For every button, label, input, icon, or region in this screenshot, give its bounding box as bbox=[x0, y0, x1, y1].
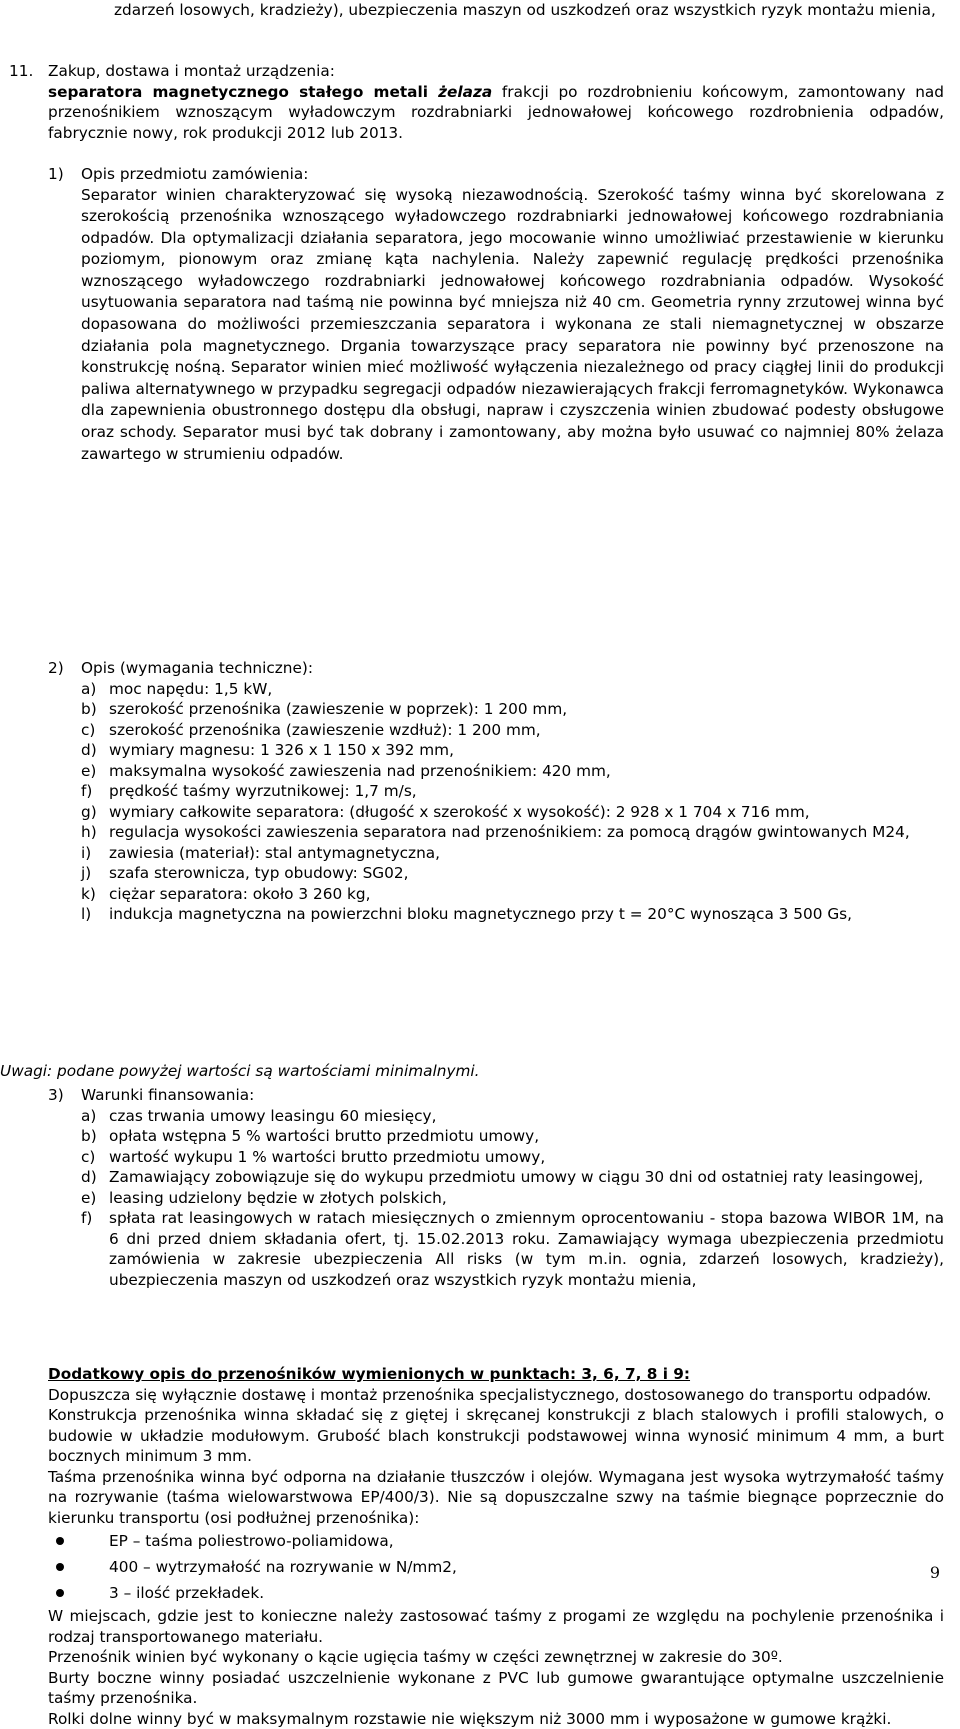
list-item-text: moc napędu: 1,5 kW, bbox=[109, 679, 944, 700]
list-item-marker: d) bbox=[81, 1167, 97, 1188]
list-item-text: spłata rat leasingowych w ratach miesięcznych o zmiennym oprocentowaniu - stopa bazowa WIBOR 1M, na 6 dni przed dniem składania ofert, tj. 15.02.2013 roku. Zamawiający wymaga ubezpieczenia przedmiotu zamówienia w zakresie ubezpieczenia All risks (w tym m.in. ognia, zdarzeń losowych, kradzieży), ubezpieczenia maszyn od uszkodzeń oraz wszystkich ryzyk montażu mienia, bbox=[109, 1208, 944, 1290]
list-item-text: szerokość przenośnika (zawieszenie wzdłuż): 1 200 mm, bbox=[109, 720, 944, 741]
list-item-text: indukcja magnetyczna na powierzchni bloku magnetycznego przy t = 20°C wynosząca 3 500 Gs, bbox=[109, 904, 944, 925]
list-item bbox=[81, 1208, 944, 1290]
list-item-marker: i) bbox=[81, 843, 91, 864]
item-11-number: 11. bbox=[9, 61, 33, 82]
dodatkowy-heading: Dodatkowy opis do przenośników wymienionych w punktach: 3, 6, 7, 8 i 9: bbox=[48, 1364, 944, 1385]
list-item-text: ciężar separatora: około 3 260 kg, bbox=[109, 884, 944, 905]
list-item-marker: h) bbox=[81, 822, 97, 843]
tech-number: 2) bbox=[48, 658, 64, 679]
section-dodatkowy bbox=[0, 1364, 960, 1729]
list-item-text: szafa sterownicza, typ obudowy: SG02, bbox=[109, 863, 944, 884]
list-item-marker: e) bbox=[81, 761, 96, 782]
list-item bbox=[81, 679, 944, 700]
list-item-text: prędkość taśmy wyrzutnikowej: 1,7 m/s, bbox=[109, 781, 944, 802]
dodatkowy-p2: Konstrukcja przenośnika winna składać się z giętej i skręcanej konstrukcji z blach stalowych i profili stalowych, o budowie w układzie modułowym. Grubość blach konstrukcji podstawowej winna wynosić minimum 4 mm, a burt bocznych minimum 3 mm. bbox=[48, 1405, 944, 1467]
dodatkowy-p4: W miejscach, gdzie jest to konieczne należy zastosować taśmy z progami ze względu na pochylenie przenośnika i rodzaj transportowanego materiału. bbox=[48, 1606, 944, 1647]
list-item bbox=[81, 781, 944, 802]
dodatkowy-p6: Burty boczne winny posiadać uszczelnienie wykonane z PVC lub gumowe gwarantujące optymalne uszczelnienie taśmy przenośnika. bbox=[48, 1668, 944, 1709]
list-item bbox=[81, 720, 944, 741]
list-item bbox=[81, 1188, 944, 1209]
fin-number: 3) bbox=[48, 1085, 64, 1106]
list-item-text: maksymalna wysokość zawieszenia nad przenośnikiem: 420 mm, bbox=[109, 761, 944, 782]
item-11-rest: frakcji po rozdrobnieniu końcowym, zamontowany nad przenośnikiem wznoszącym wyładowczym rozdrabniarki jednowałowej końcowego rozdrobnienia odpadów, fabrycznie nowy, rok produkcji 2012 lub 2013. bbox=[48, 83, 944, 142]
list-item-text: wartość wykupu 1 % wartości brutto przedmiotu umowy, bbox=[109, 1147, 944, 1168]
list-item-marker: d) bbox=[81, 740, 97, 761]
list-item-text: wymiary całkowite separatora: (długość x szerokość x wysokość): 2 928 x 1 704 x 716 mm, bbox=[109, 802, 944, 823]
list-item-text: leasing udzielony będzie w złotych polskich, bbox=[109, 1188, 944, 1209]
bullet-dot-icon bbox=[56, 1537, 64, 1545]
list-item-marker: b) bbox=[81, 1126, 97, 1147]
list-item bbox=[81, 802, 944, 823]
fin-label: Warunki finansowania: bbox=[81, 1086, 254, 1104]
opis-text: Separator winien charakteryzować się wysoką niezawodnością. Szerokość taśmy winna być skorelowana z szerokością przenośnika wznoszącego wyładowczego rozdrabniarki jednowałowej końcowego rozdrabniania odpadów. Dla optymalizacji działania separatora, jego mocowanie winno umożliwiać przestawienie w kierunku poziomym, pionowym oraz zmianę kąta nachylenia. Należy zapewnić regulację prędkości przenośnika wznoszącego wyładowczego rozdrabniarki jednowałowej końcowego rozdrabniania odpadów. Wysokość usytuowania separatora nad taśmą nie powinna być mniejsza niż 40 cm. Geometria rynny zrzutowej winna być dopasowana do możliwości przemieszczania separatora i wykonana ze stali niemagnetycznej w obszarze działania pola magnetycznego. Drgania towarzyszące pracy separatora nie powinny być przenoszone na konstrukcję nośną. Separator winien mieć możliwość wyłączenia niezależnego od pracy ciągłej linii do produkcji paliwa alternatywnego w przypadku segregacji odpadów niezawierających frakcji ferromagnetyków. Wykonawca dla zapewnienia obustronnego dostępu dla obsługi, napraw i czyszczenia winien zbudować podesty obsługowe oraz schody. Separator musi być tak dobrany i zamontowany, aby można było usuwać co najmniej 80% żelaza zawartego w strumieniu odpadów. bbox=[81, 185, 944, 466]
list-item bbox=[81, 699, 944, 720]
list-item-marker: c) bbox=[81, 720, 95, 741]
bullet-text: 3 – ilość przekładek. bbox=[109, 1584, 264, 1602]
list-item-text: zawiesia (materiał): stal antymagnetyczna, bbox=[109, 843, 944, 864]
uwagi-text: Uwagi: podane powyżej wartości są wartościami minimalnymi. bbox=[0, 1061, 960, 1082]
dodatkowy-p5: Przenośnik winien być wykonany o kącie ugięcia taśmy w części zewnętrznej w zakresie do 30º. bbox=[48, 1647, 944, 1668]
item-11-desc bbox=[48, 82, 944, 144]
list-item-marker: a) bbox=[81, 1106, 96, 1127]
list-item-text: szerokość przenośnika (zawieszenie w poprzek): 1 200 mm, bbox=[109, 699, 944, 720]
list-item-marker: k) bbox=[81, 884, 96, 905]
fin-list bbox=[0, 1106, 960, 1291]
list-item bbox=[81, 740, 944, 761]
bullet-list bbox=[48, 1528, 944, 1606]
bullet-dot-icon bbox=[56, 1563, 64, 1571]
intro-text: zdarzeń losowych, kradzieży), ubezpieczenia maszyn od uszkodzeń oraz wszystkich ryzyk montażu mienia, bbox=[114, 0, 944, 21]
list-item-marker: f) bbox=[81, 1208, 92, 1229]
bullet-item bbox=[48, 1528, 944, 1554]
list-item bbox=[81, 1106, 944, 1127]
dodatkowy-p3: Taśma przenośnika winna być odporna na działanie tłuszczów i olejów. Wymagana jest wysoka wytrzymałość taśmy na rozrywanie (taśma wielowarstwowa EP/400/3). Nie są dopuszczalne szwy na taśmie biegnące poprzecznie do kierunku transportu (osi podłużnej przenośnika): bbox=[48, 1467, 944, 1529]
list-item bbox=[81, 863, 944, 884]
tech-label: Opis (wymagania techniczne): bbox=[81, 659, 313, 677]
list-item bbox=[81, 884, 944, 905]
list-item bbox=[81, 761, 944, 782]
section-tech bbox=[0, 658, 960, 925]
list-item-marker: g) bbox=[81, 802, 97, 823]
opis-number: 1) bbox=[48, 164, 64, 185]
list-item-marker: b) bbox=[81, 699, 97, 720]
list-item-marker: a) bbox=[81, 679, 96, 700]
item-11-bold-2: żelaza bbox=[438, 83, 492, 101]
intro-block bbox=[0, 0, 960, 21]
list-item-text: opłata wstępna 5 % wartości brutto przedmiotu umowy, bbox=[109, 1126, 944, 1147]
dodatkowy-p7: Rolki dolne winny być w maksymalnym rozstawie nie większym niż 3000 mm i wyposażone w gumowe krążki. bbox=[48, 1709, 944, 1729]
item-11-bold-1: separatora magnetycznego stałego metali bbox=[48, 83, 438, 101]
list-item bbox=[81, 1147, 944, 1168]
opis-label: Opis przedmiotu zamówienia: bbox=[81, 165, 308, 183]
list-item-marker: l) bbox=[81, 904, 91, 925]
list-item-marker: e) bbox=[81, 1188, 96, 1209]
bullet-text: 400 – wytrzymałość na rozrywanie w N/mm2, bbox=[109, 1558, 457, 1576]
tech-list bbox=[0, 679, 960, 925]
uwagi-block bbox=[0, 1061, 960, 1082]
list-item bbox=[81, 843, 944, 864]
bullet-text: EP – taśma poliestrowo-poliamidowa, bbox=[109, 1532, 394, 1550]
list-item-text: Zamawiający zobowiązuje się do wykupu przedmiotu umowy w ciągu 30 dni od ostatniej raty leasingowej, bbox=[109, 1167, 944, 1188]
item-11-lead: Zakup, dostawa i montaż urządzenia: bbox=[48, 61, 944, 82]
bullet-item bbox=[48, 1554, 944, 1580]
list-item bbox=[81, 1126, 944, 1147]
bullet-dot-icon bbox=[56, 1589, 64, 1597]
list-item-marker: j) bbox=[81, 863, 91, 884]
page-number: 9 bbox=[930, 1563, 940, 1582]
list-item-marker: f) bbox=[81, 781, 92, 802]
dodatkowy-p1: Dopuszcza się wyłącznie dostawę i montaż przenośnika specjalistycznego, dostosowanego do transportu odpadów. bbox=[48, 1385, 944, 1406]
list-item-text: wymiary magnesu: 1 326 x 1 150 x 392 mm, bbox=[109, 740, 944, 761]
section-opis bbox=[0, 164, 960, 465]
section-fin bbox=[0, 1085, 960, 1290]
list-item bbox=[81, 822, 944, 843]
list-item bbox=[81, 1167, 944, 1188]
list-item-text: czas trwania umowy leasingu 60 miesięcy, bbox=[109, 1106, 944, 1127]
bullet-item bbox=[48, 1580, 944, 1606]
item-11 bbox=[0, 61, 960, 143]
list-item-marker: c) bbox=[81, 1147, 95, 1168]
list-item bbox=[81, 904, 944, 925]
list-item-text: regulacja wysokości zawieszenia separatora nad przenośnikiem: za pomocą drągów gwintowanych M24, bbox=[109, 822, 944, 843]
